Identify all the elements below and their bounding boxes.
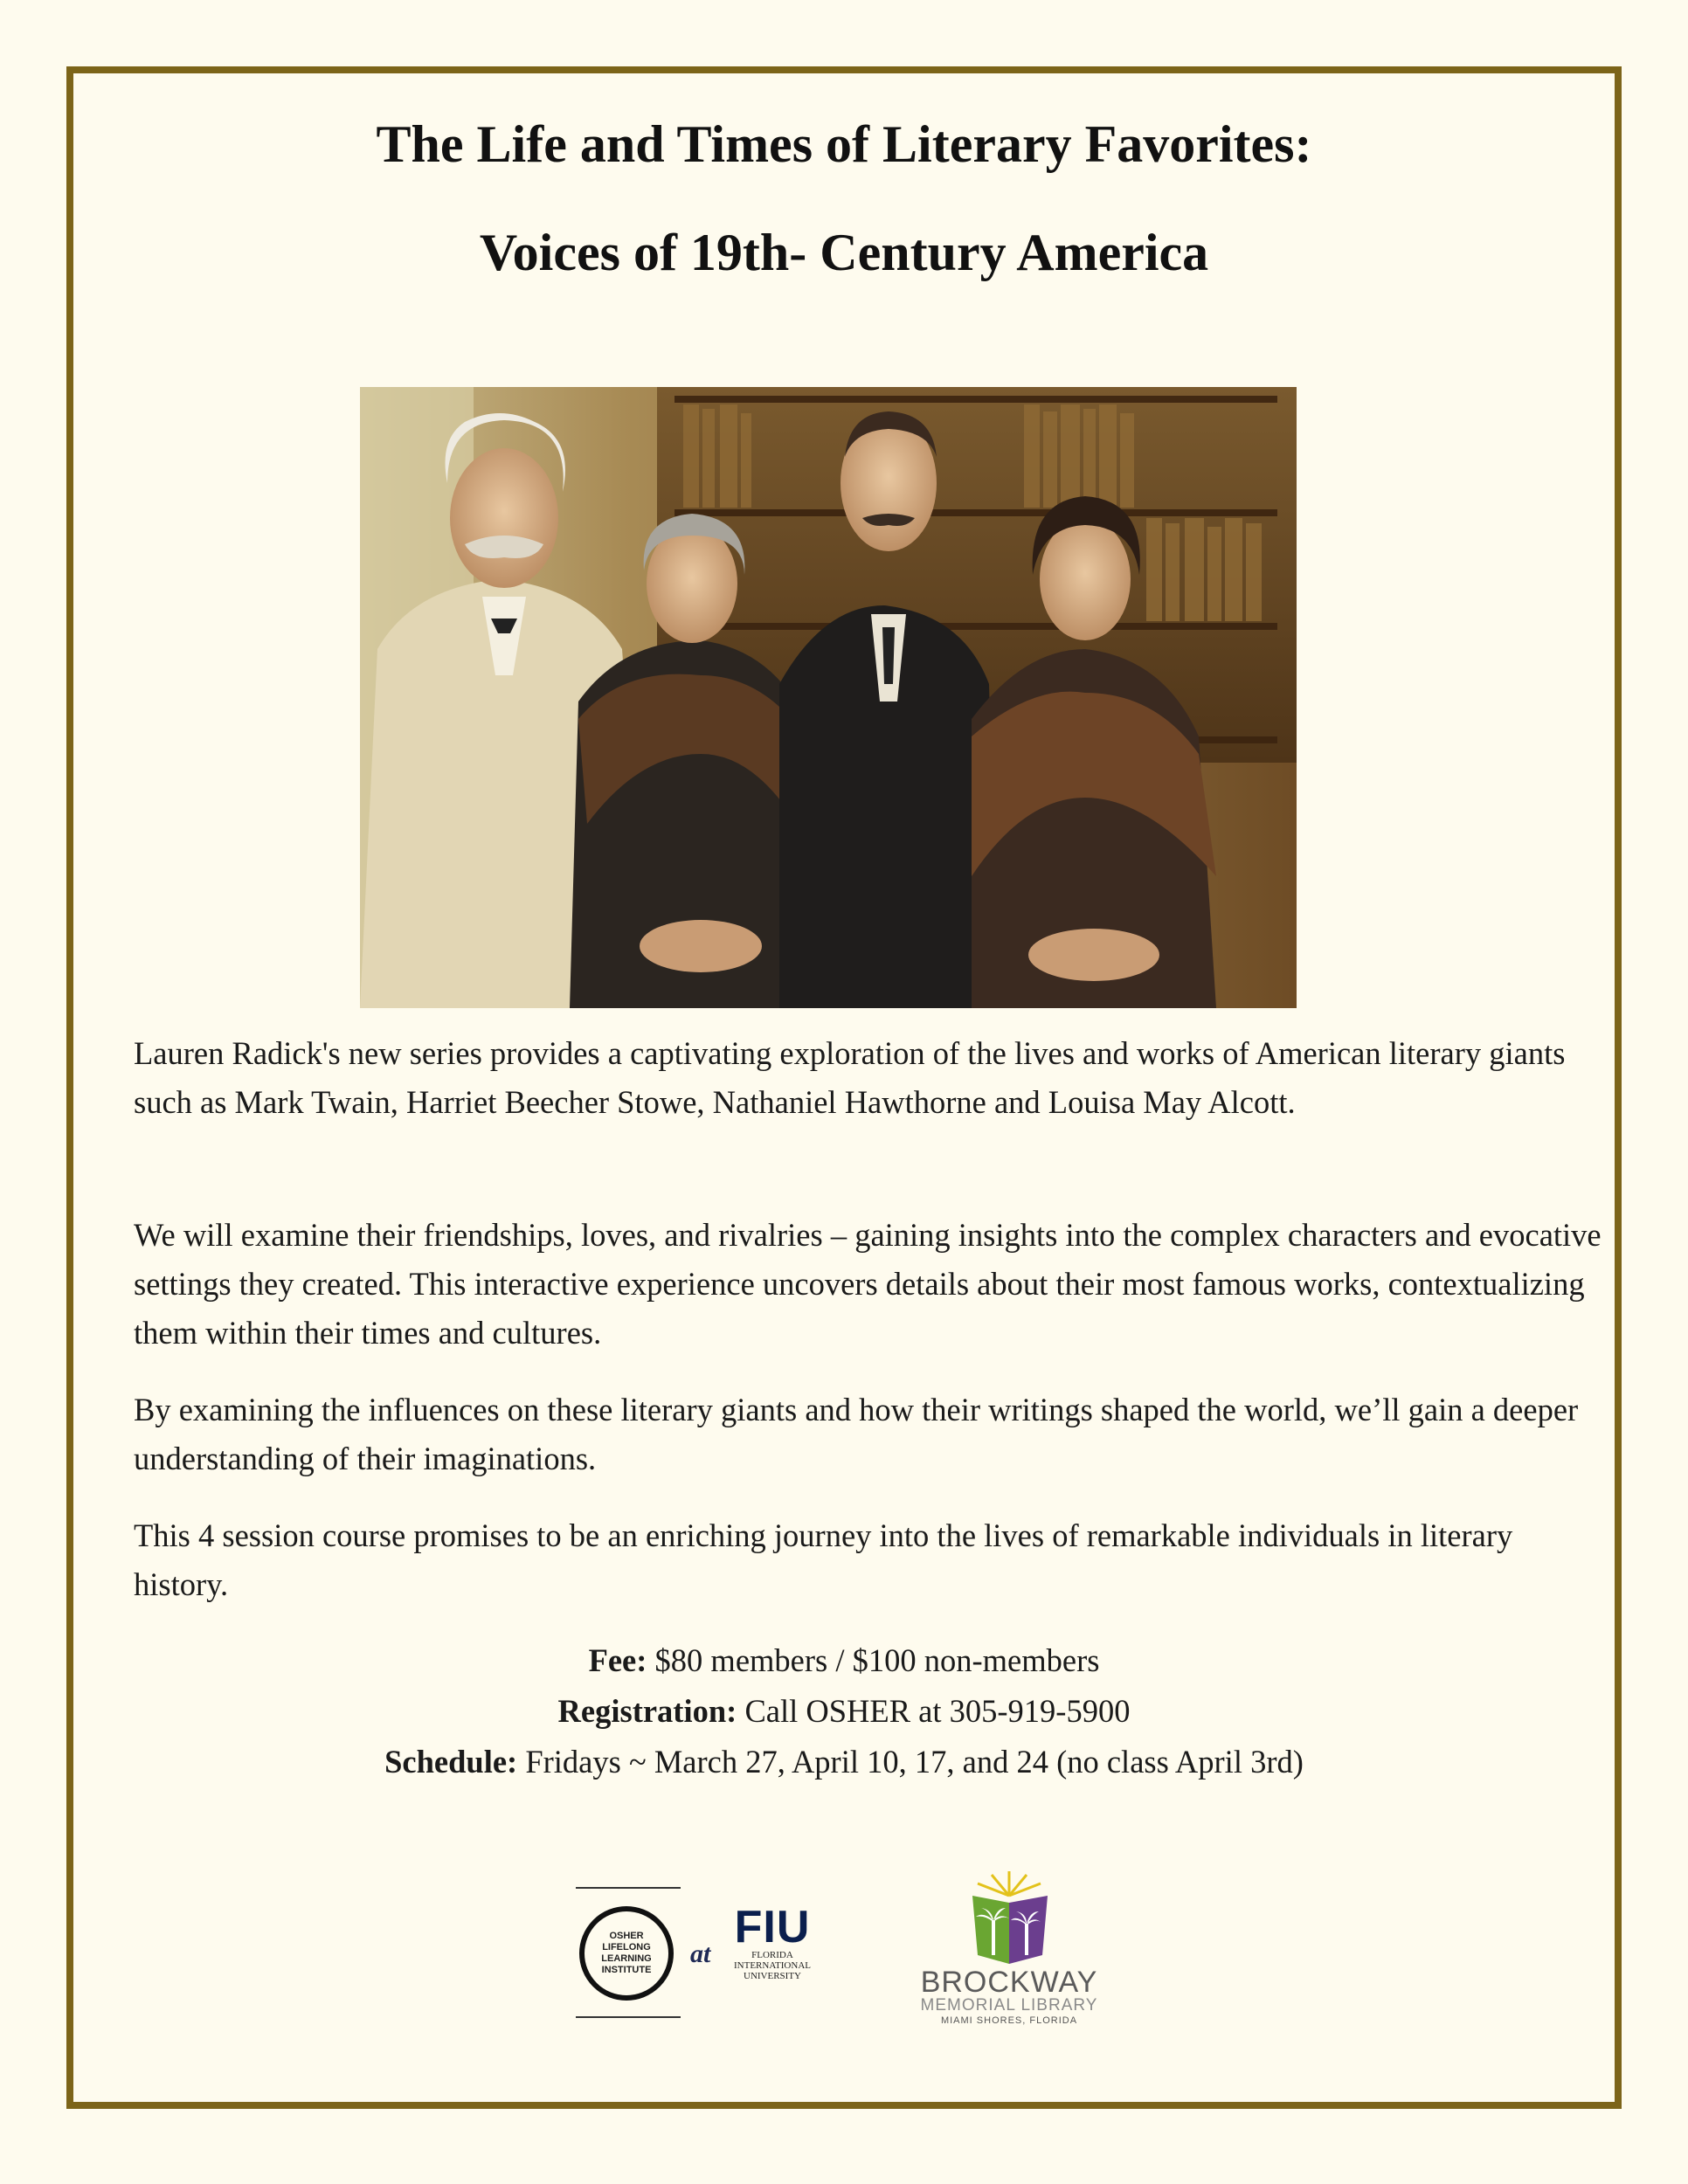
registration-label: Registration: (557, 1693, 737, 1729)
registration-value: Call OSHER at 305-919-5900 (737, 1693, 1131, 1729)
brockway-location: MIAMI SHORES, FLORIDA (940, 2015, 1078, 2026)
fee-value: $80 members / $100 non-members (647, 1642, 1100, 1678)
osher-text: OSHER LIFELONG LEARNING INSTITUTE (601, 1931, 652, 1975)
brockway-logo (909, 1870, 1110, 2027)
schedule-value: Fridays ~ March 27, April 10, 17, and 24 (no class April 3rd) (517, 1744, 1304, 1780)
portrait-painting (360, 387, 1297, 1008)
fee-label: Fee: (588, 1642, 647, 1678)
paragraph-influences: By examining the influences on these literary giants and how their writings shaped the world, we’ll gain a deeper understanding of their imaginations. (134, 1392, 1579, 1476)
schedule-line (0, 1737, 1688, 1787)
brockway-name: BROCKWAY (920, 1966, 1098, 1999)
schedule-label: Schedule: (384, 1744, 518, 1780)
osher-circle-icon (579, 1906, 674, 2001)
brockway-subtitle: MEMORIAL LIBRARY (920, 1996, 1098, 2015)
paragraph-intro: Lauren Radick's new series provides a captivating exploration of the lives and works of American literary giants such as Mark Twain, Harriet Beecher Stowe, Nathaniel Hawthorne and Louisa May Alcott. (134, 1035, 1566, 1120)
osher-logo (576, 1887, 681, 2018)
fee-line (0, 1635, 1688, 1686)
palm-book-icon (948, 1870, 1070, 1966)
paragraph-course: This 4 session course promises to be an enriching journey into the lives of remarkable individuals in literary history. (134, 1517, 1513, 1602)
fiu-logo (720, 1904, 825, 1981)
paragraph-examine: We will examine their friendships, loves, and rivalries – gaining insights into the complex characters and evocative settings they created. This interactive experience uncovers details about their most famous works, contextualizing them within their times and cultures. (134, 1217, 1602, 1351)
page-title: The Life and Times of Literary Favorites: (376, 115, 1312, 173)
page-subtitle: Voices of 19th- Century America (479, 224, 1209, 281)
fiu-subtext: FLORIDA INTERNATIONAL UNIVERSITY (734, 1950, 811, 1981)
at-text: at (690, 1939, 711, 1968)
registration-line (0, 1686, 1688, 1737)
osher-top-rule (576, 1887, 681, 1889)
fiu-text: FIU (734, 1902, 811, 1952)
sponsor-logos (0, 1870, 1688, 2027)
osher-bottom-rule (576, 2016, 681, 2018)
